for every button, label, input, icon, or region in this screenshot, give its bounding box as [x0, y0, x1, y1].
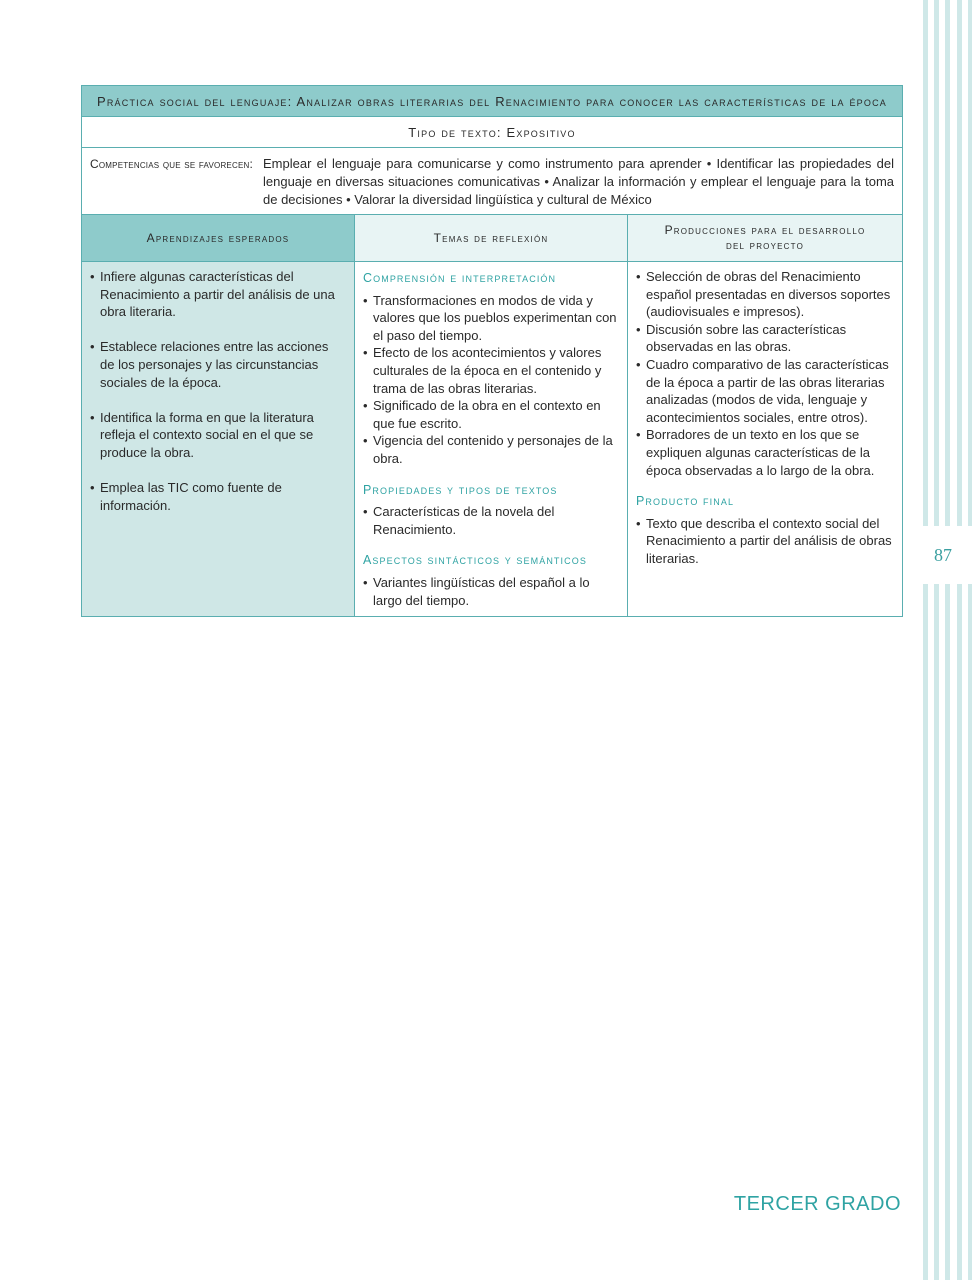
section-title-propiedades: Propiedades y tipos de textos — [363, 482, 558, 497]
list-item: • Efecto de los acontecimientos y valores culturales de la época en el contenido y trama de las obras literarias. — [363, 344, 619, 397]
producto-final-list — [636, 515, 894, 568]
list-item: • Significado de la obra en el contexto en que fue escrito. — [363, 397, 619, 432]
list-item: • Identifica la forma en que la literatura refleja el contexto social en el que se produce la obra. — [90, 409, 346, 462]
tipo-texto-header: Tipo de texto: Expositivo — [82, 117, 903, 148]
competencias-row — [82, 148, 903, 215]
section-title-aspectos: Aspectos sintácticos y semánticos — [363, 553, 587, 568]
aspectos-list — [363, 574, 619, 609]
list-item: • Borradores de un texto en los que se expliquen algunas características de la época observadas a lo largo de la obra. — [636, 426, 894, 479]
page-number: 87 — [934, 544, 952, 565]
list-item: • Selección de obras del Renacimiento español presentadas en diversos soportes (audiovisuales e impresos). — [636, 268, 894, 321]
list-item: • Transformaciones en modos de vida y valores que los pueblos experimentan con el paso del tiempo. — [363, 292, 619, 345]
aprendizajes-list — [90, 268, 346, 514]
competencias-label: Competencias que se favorecen: — [90, 157, 253, 171]
column-header-producciones — [628, 215, 903, 262]
comprension-list — [363, 292, 619, 468]
producciones-cell — [628, 262, 903, 617]
page-number-box — [914, 526, 972, 584]
practica-header: Práctica social del lenguaje: Analizar obras literarias del Renacimiento para conocer las características de la época — [82, 86, 903, 117]
list-item: • Características de la novela del Renacimiento. — [363, 503, 619, 538]
section-title-comprension: Comprensión e interpretación — [363, 271, 557, 285]
column-header-temas: Temas de reflexión — [355, 215, 628, 262]
footer-grade: TERCER GRADO — [733, 1193, 901, 1215]
list-item: • Emplea las TIC como fuente de información. — [90, 479, 346, 514]
list-item: • Variantes lingüísticas del español a lo largo del tiempo. — [363, 574, 619, 609]
producciones-list — [636, 268, 894, 479]
aprendizajes-cell — [82, 262, 355, 617]
list-item: • Discusión sobre las características observadas en las obras. — [636, 321, 894, 356]
section-title-producto-final: Producto final — [636, 494, 735, 509]
list-item: • Infiere algunas características del Renacimiento a partir del análisis de una obra literaria. — [90, 268, 346, 321]
propiedades-list — [363, 503, 619, 538]
list-item: • Texto que describa el contexto social del Renacimiento a partir del análisis de obras literarias. — [636, 515, 894, 568]
list-item: • Establece relaciones entre las acciones de los personajes y las circunstancias sociales de la época. — [90, 338, 346, 391]
program-table — [81, 85, 903, 617]
producciones-header-text: Producciones para el desarrollo del proyecto — [664, 223, 866, 252]
competencias-text: Emplear el lenguaje para comunicarse y como instrumento para aprender • Identificar las propiedades del lenguaje en diversas situaciones comunicativas • Analizar la información y emplear el lenguaje para la toma de decisiones • Valorar la diversidad lingüística y cultural de México — [263, 156, 894, 207]
list-item: • Cuadro comparativo de las características de la época a partir de las obras literarias analizadas (modos de vida, lenguaje y acontecimientos sociales, entre otros). — [636, 356, 894, 426]
list-item: • Vigencia del contenido y personajes de la obra. — [363, 432, 619, 467]
column-header-aprendizajes: Aprendizajes esperados — [82, 215, 355, 262]
decorative-stripes — [912, 0, 972, 1280]
temas-cell — [355, 262, 628, 617]
